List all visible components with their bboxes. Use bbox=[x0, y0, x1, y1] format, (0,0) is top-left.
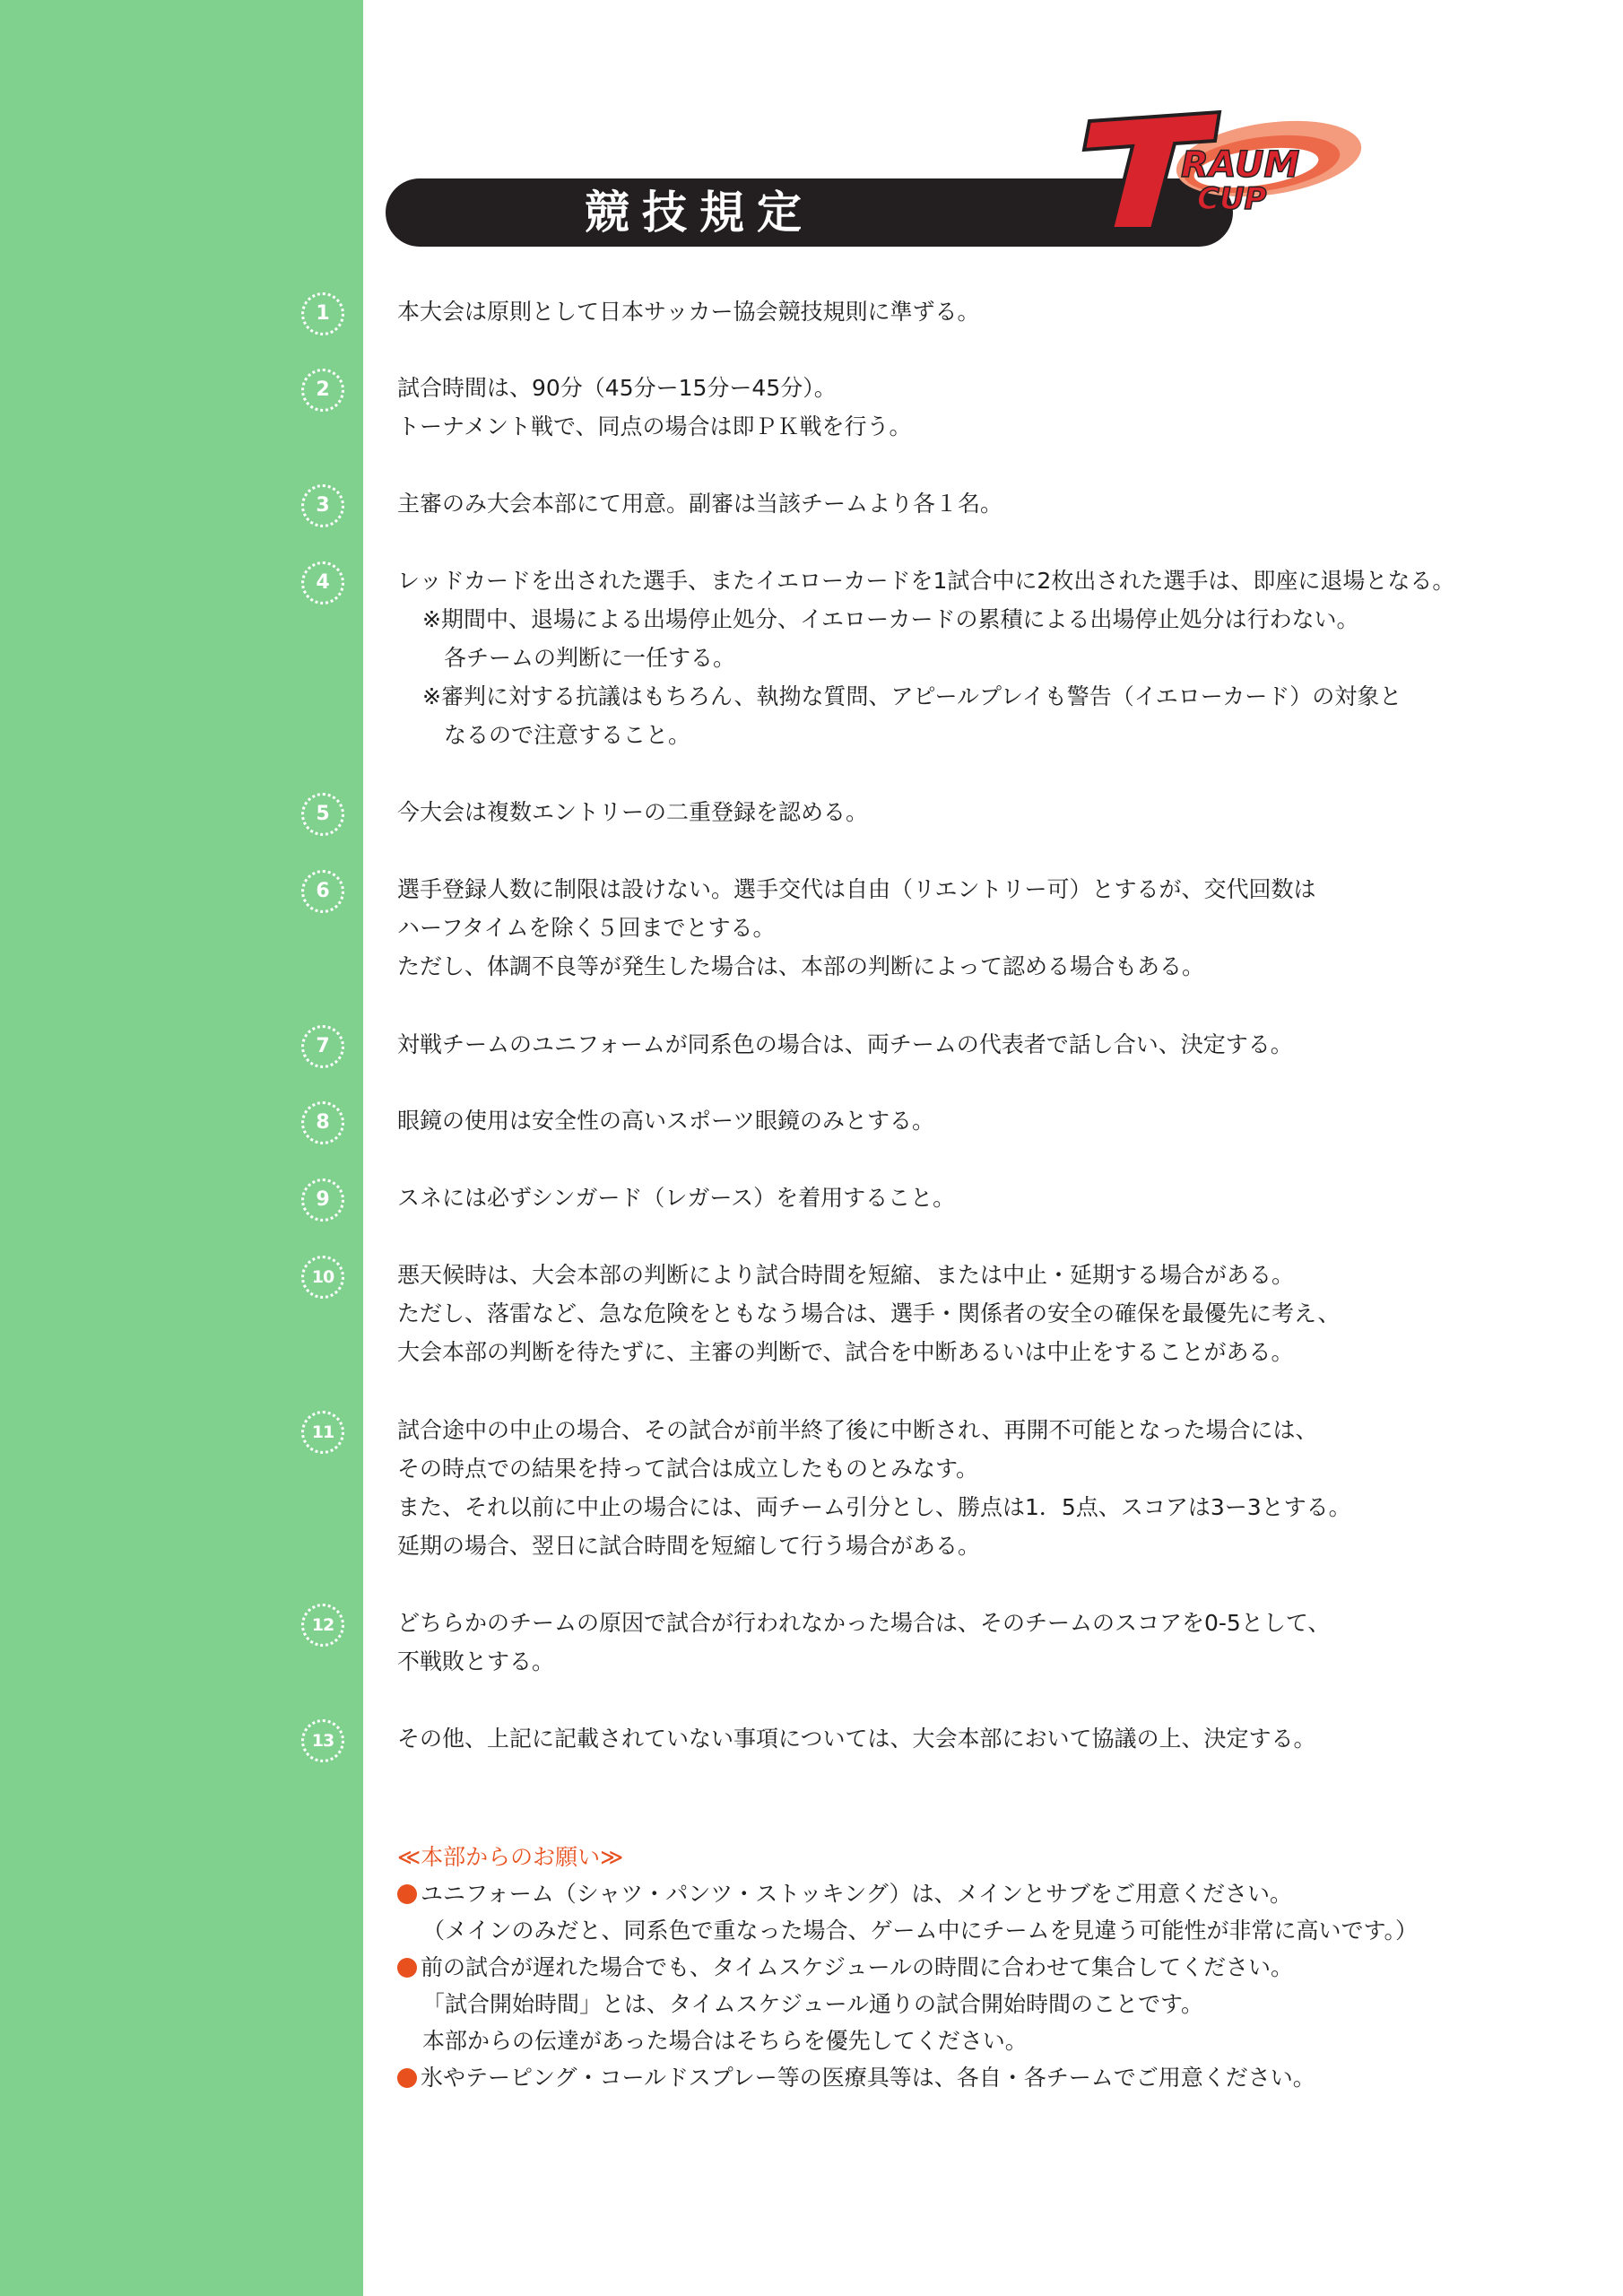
rule-note: ※審判に対する抗議はもちろん、執拗な質問、アピールプレイも警告（イエローカード）の対象と bbox=[422, 683, 1402, 709]
rule-text: どちらかのチームの原因で試合が行われなかった場合は、そのチームのスコアを0-5として、 bbox=[397, 1610, 1331, 1636]
rule-number-9: 9 bbox=[301, 1178, 344, 1222]
rule-text: 大会本部の判断を待たずに、主審の判断で、試合を中断あるいは中止をすることがある。 bbox=[397, 1339, 1294, 1365]
rule-text: トーナメント戦で、同点の場合は即ＰＫ戦を行う。 bbox=[397, 413, 912, 439]
rule-text: 眼鏡の使用は安全性の高いスポーツ眼鏡のみとする。 bbox=[397, 1108, 935, 1134]
rule-note: 各チームの判断に一任する。 bbox=[444, 645, 736, 671]
rule-number-10: 10 bbox=[301, 1256, 344, 1299]
request-item bbox=[397, 1875, 1428, 1912]
request-text: 前の試合が遅れた場合でも、タイムスケジュールの時間に合わせて集合してください。 bbox=[421, 1954, 1294, 1980]
rule-12 bbox=[397, 1604, 1428, 1681]
rule-2 bbox=[397, 369, 1428, 446]
rule-3 bbox=[397, 484, 1428, 523]
request-text: ユニフォーム（シャツ・パンツ・ストッキング）は、メインとサブをご用意ください。 bbox=[421, 1881, 1293, 1907]
rule-number-12: 12 bbox=[301, 1604, 344, 1647]
bullet-dot-icon bbox=[397, 1884, 417, 1904]
rule-note: なるので注意すること。 bbox=[444, 722, 691, 748]
green-sidebar bbox=[0, 0, 363, 2296]
rule-4 bbox=[397, 561, 1455, 754]
rule-number-5: 5 bbox=[301, 793, 344, 836]
requests-section bbox=[397, 1839, 1428, 2096]
rule-text: ただし、落雷など、急な危険をともなう場合は、選手・関係者の安全の確保を最優先に考え、 bbox=[397, 1300, 1341, 1326]
rule-text: ハーフタイムを除く５回までとする。 bbox=[397, 915, 776, 941]
rule-text: その時点での結果を持って試合は成立したものとみなす。 bbox=[397, 1456, 979, 1482]
rule-text: ただし、体調不良等が発生した場合は、本部の判断によって認める場合もある。 bbox=[397, 953, 1205, 979]
rule-text: 悪天候時は、大会本部の判断により試合時間を短縮、または中止・延期する場合がある。 bbox=[397, 1262, 1295, 1288]
rule-text: 試合時間は、90分（45分ー15分ー45分）。 bbox=[397, 375, 837, 401]
rule-text: 対戦チームのユニフォームが同系色の場合は、両チームの代表者で話し合い、決定する。 bbox=[397, 1031, 1293, 1057]
rule-8 bbox=[397, 1101, 1428, 1140]
request-continuation: 「試合開始時間」とは、タイムスケジュール通りの試合開始時間のことです。 bbox=[422, 1991, 1204, 2017]
rule-13 bbox=[397, 1719, 1428, 1758]
rule-5 bbox=[397, 793, 1428, 831]
rule-number-6: 6 bbox=[301, 870, 344, 913]
bullet-dot-icon bbox=[397, 1958, 417, 1978]
request-text: 氷やテーピング・コールドスプレー等の医療具等は、各自・各チームでご用意ください。 bbox=[421, 2065, 1315, 2091]
rule-text: 主審のみ大会本部にて用意。副審は当該チームより各１名。 bbox=[397, 491, 1003, 517]
request-continuation: 本部からの伝達があった場合はそちらを優先してください。 bbox=[422, 2028, 1028, 2054]
rule-number-11: 11 bbox=[301, 1411, 344, 1454]
rule-6 bbox=[397, 870, 1428, 986]
rule-number-2: 2 bbox=[301, 369, 344, 412]
rule-text: レッドカードを出された選手、またイエローカードを1試合中に2枚出された選手は、即座に退場となる。 bbox=[397, 568, 1455, 594]
rule-text: また、それ以前に中止の場合には、両チーム引分とし、勝点は1．5点、スコアは3ー3とする。 bbox=[397, 1494, 1351, 1520]
request-item bbox=[397, 2059, 1428, 2096]
bullet-dot-icon bbox=[397, 2068, 417, 2088]
rule-1 bbox=[397, 292, 1428, 331]
rule-text: 不戦敗とする。 bbox=[397, 1648, 555, 1674]
rule-text: 本大会は原則として日本サッカー協会競技規則に準ずる。 bbox=[397, 299, 980, 325]
requests-title: ≪本部からのお願い≫ bbox=[397, 1844, 624, 1870]
traum-cup-logo bbox=[1072, 103, 1367, 238]
rule-10 bbox=[397, 1256, 1428, 1371]
rule-text: スネには必ずシンガード（レガース）を着用すること。 bbox=[397, 1185, 956, 1211]
request-continuation: （メインのみだと、同系色で重なった場合、ゲーム中にチームを見違う可能性が非常に高いです。） bbox=[422, 1918, 1419, 1944]
rule-number-3: 3 bbox=[301, 484, 344, 527]
rule-11 bbox=[397, 1411, 1428, 1565]
rule-number-8: 8 bbox=[301, 1101, 344, 1144]
rule-number-13: 13 bbox=[301, 1719, 344, 1762]
rule-text: 試合途中の中止の場合、その試合が前半終了後に中断され、再開不可能となった場合には、 bbox=[397, 1417, 1318, 1443]
rule-number-7: 7 bbox=[301, 1025, 344, 1068]
rule-text: 延期の場合、翌日に試合時間を短縮して行う場合がある。 bbox=[397, 1533, 981, 1559]
rule-text: 今大会は複数エントリーの二重登録を認める。 bbox=[397, 799, 869, 825]
rule-note: ※期間中、退場による出場停止処分、イエローカードの累積による出場停止処分は行わない。 bbox=[422, 606, 1359, 632]
request-item bbox=[397, 1949, 1428, 1986]
rule-number-1: 1 bbox=[301, 292, 344, 335]
logo-word-cup: CUP bbox=[1197, 181, 1267, 217]
rule-9 bbox=[397, 1178, 1428, 1217]
rule-number-4: 4 bbox=[301, 561, 344, 604]
rule-7 bbox=[397, 1025, 1428, 1064]
rule-text: 選手登録人数に制限は設けない。選手交代は自由（リエントリー可）とするが、交代回数は bbox=[397, 876, 1316, 902]
rule-text: その他、上記に記載されていない事項については、大会本部において協議の上、決定する。 bbox=[397, 1726, 1316, 1752]
logo-word-raum: RAUM bbox=[1181, 144, 1300, 186]
page-title: 競技規定 bbox=[585, 187, 814, 239]
